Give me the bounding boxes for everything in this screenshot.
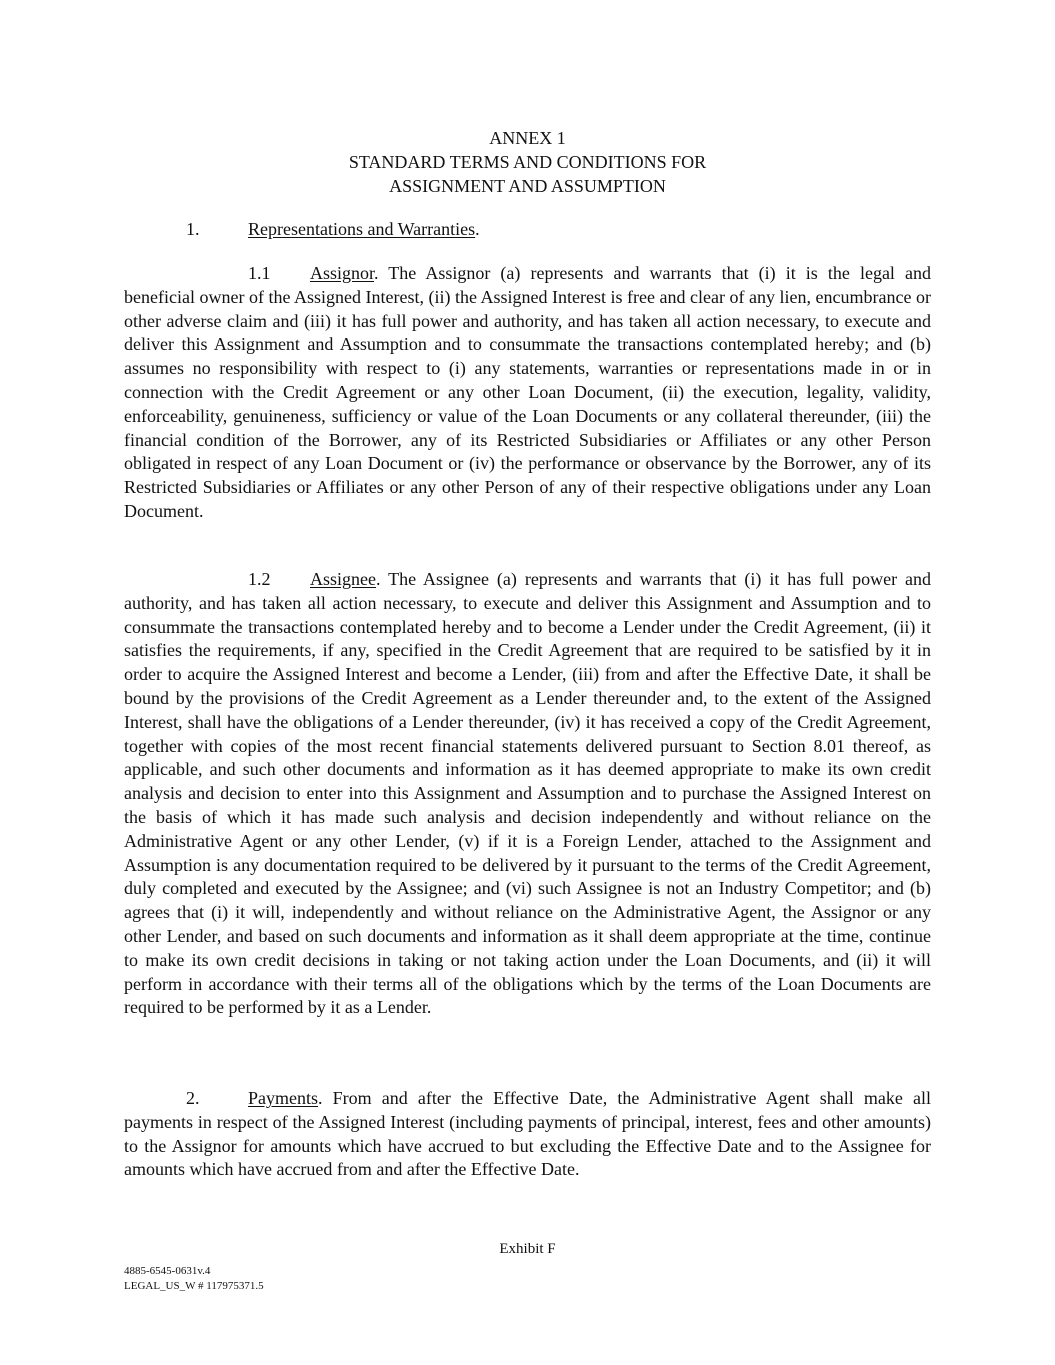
- section-1-title-period: .: [475, 219, 480, 239]
- section-1-1-body: . The Assignor (a) represents and warrants that (i) it is the legal and beneficial owner of the Assigned Interest, (ii) the Assigned Interest is free and clear of any lien, encumbrance or other adverse claim and (iii) it has full power and authority, and has taken all action necessary, to execute and deliver this Assignment and Assumption and to consummate the transactions contemplated hereby; and (b) assumes no responsibility with respect to (i) any statements, warranties or representations made in or in connection with the Credit Agreement or any other Loan Document, (ii) the execution, legality, validity, enforceability, genuineness, sufficiency or value of the Loan Documents or any collateral thereunder, (iii) the financial condition of the Borrower, any of its Restricted Subsidiaries or Affiliates or any other Person obligated in respect of any Loan Document or (iv) the performance or observance by the Borrower, any of its Restricted Subsidiaries or Affiliates or any other Person of any of their respective obligations under any Loan Document.: [124, 263, 931, 521]
- document-title-block: [0, 126, 1055, 198]
- section-1-2-title: Assignee: [310, 569, 376, 589]
- title-line-2: STANDARD TERMS AND CONDITIONS FOR: [348, 152, 707, 172]
- exhibit-label: Exhibit F: [499, 1241, 556, 1257]
- section-1-title: Representations and Warranties: [248, 219, 476, 239]
- section-2-title: Payments: [248, 1088, 318, 1108]
- section-1-1-number: 1.1: [248, 263, 271, 283]
- section-2-paragraph: [124, 1087, 931, 1182]
- section-1-2-paragraph: [124, 568, 931, 1020]
- section-1-1-title: Assignor: [310, 263, 375, 283]
- document-id-1: 4885-6545-0631v.4: [124, 1265, 211, 1277]
- section-1-number: 1.: [186, 219, 200, 239]
- section-2-body: . From and after the Effective Date, the Administrative Agent shall make all payments in respect of the Assigned Interest (including payments of principal, interest, fees and other amounts) to the Assignor for amounts which have accrued to but excluding the Effective Date and to the Assignee for amounts which have accrued from and after the Effective Date.: [124, 1088, 931, 1180]
- section-1-2-body: . The Assignee (a) represents and warrants that (i) it has full power and authority, and has taken all action necessary, to execute and deliver this Assignment and Assumption and to consummate the transactions contemplated hereby and to become a Lender under the Credit Agreement, (ii) it satisfies the requirements, if any, specified in the Credit Agreement that are required to be satisfied by it in order to acquire the Assigned Interest and become a Lender, (iii) from and after the Effective Date, it shall be bound by the provisions of the Credit Agreement as a Lender thereunder and, to the extent of the Assigned Interest, shall have the obligations of a Lender thereunder, (iv) it has received a copy of the Credit Agreement, together with copies of the most recent financial statements delivered pursuant to Section 8.01 thereof, as applicable, and such other documents and information as it has deemed appropriate to make its own credit analysis and decision to enter into this Assignment and Assumption and to purchase the Assigned Interest on the basis of which it has made such analysis and decision independently and without reliance on the Administrative Agent or any other Lender, (v) if it is a Foreign Lender, attached to the Assignment and Assumption is any documentation required to be delivered by it pursuant to the terms of the Credit Agreement, duly completed and executed by the Assignee; and (vi) such Assignee is not an Industry Competitor; and (b) agrees that (i) it will, independently and without reliance on the Administrative Agent, the Assignor or any other Lender, and based on such documents and information as it shall deem appropriate at the time, continue to make its own credit decisions in taking or not taking action under the Loan Documents, and (ii) it will perform in accordance with their terms all of the obligations which by the terms of the Loan Documents are required to be performed by it as a Lender.: [124, 569, 931, 1018]
- section-2-number: 2.: [186, 1088, 200, 1108]
- section-1-1-paragraph: [124, 262, 931, 524]
- document-id-2: LEGAL_US_W # 117975371.5: [124, 1280, 264, 1292]
- title-line-3: ASSIGNMENT AND ASSUMPTION: [389, 176, 666, 196]
- section-1-heading: [186, 217, 480, 241]
- annex-title: ANNEX 1: [489, 128, 566, 148]
- section-1-2-number: 1.2: [248, 569, 271, 589]
- document-ids: [124, 1264, 264, 1294]
